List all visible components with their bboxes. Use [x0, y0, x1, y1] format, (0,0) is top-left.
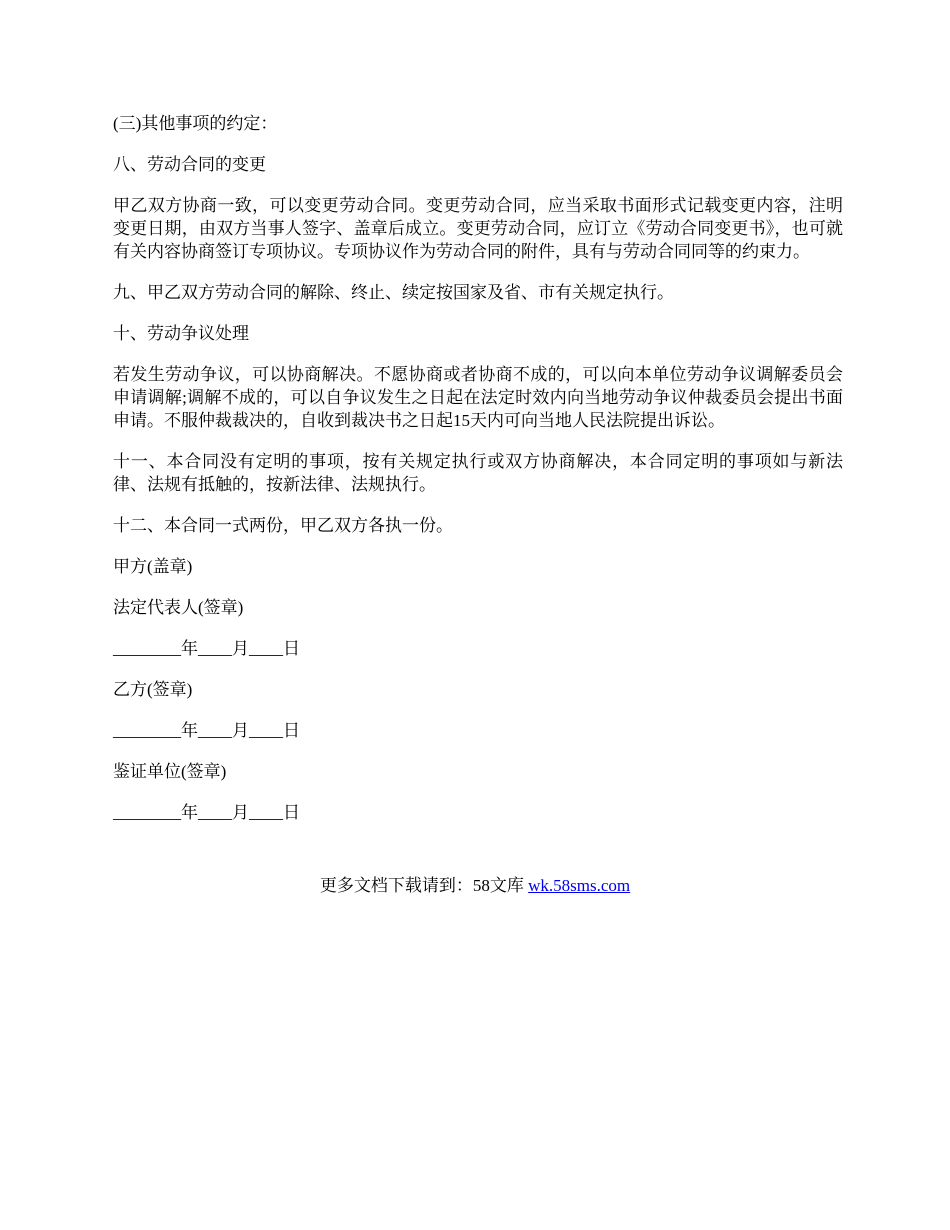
section-10-heading: 十、劳动争议处理: [113, 324, 249, 343]
section-12-text: 十二、本合同一式两份，甲乙双方各执一份。: [113, 516, 453, 535]
document-body: [113, 112, 843, 842]
party-a-date-line: ________年____月____日: [113, 639, 300, 658]
other-matters-heading: (三)其他事项的约定：: [113, 114, 278, 133]
footer-link[interactable]: wk.58sms.com: [528, 876, 631, 895]
section-8-body: 甲乙双方协商一致，可以变更劳动合同。变更劳动合同，应当采取书面形式记载变更内容，注明变更日期，由双方当事人签字、盖章后成立。变更劳动合同，应订立《劳动合同变更书》，也可就有关内容协商签订专项协议。专项协议作为劳动合同的附件，具有与劳动合同同等的约束力。: [113, 196, 843, 261]
verification-date-line: ________年____月____日: [113, 803, 300, 822]
section-10-body: 若发生劳动争议，可以协商解决。不愿协商或者协商不成的，可以向本单位劳动争议调解委员会申请调解;调解不成的，可以自争议发生之日起在法定时效内向当地劳动争议仲裁委员会提出书面申请。不服仲裁裁决的，自收到裁决书之日起15天内可向当地人民法院提出诉讼。: [113, 365, 843, 430]
section-9-text: 九、甲乙双方劳动合同的解除、终止、续定按国家及省、市有关规定执行。: [113, 283, 674, 302]
verification-unit-label: 鉴证单位(签章): [113, 762, 227, 781]
party-a-seal-label: 甲方(盖章): [113, 557, 193, 576]
download-footer: [0, 874, 950, 897]
section-8-heading: 八、劳动合同的变更: [113, 155, 266, 174]
section-11-text: 十一、本合同没有定明的事项，按有关规定执行或双方协商解决，本合同定明的事项如与新法律、法规有抵触的，按新法律、法规执行。: [113, 452, 843, 494]
legal-representative-label: 法定代表人(签章): [113, 598, 244, 617]
party-b-seal-label: 乙方(签章): [113, 680, 193, 699]
footer-prefix: 更多文档下载请到：58文库: [319, 876, 529, 895]
party-b-date-line: ________年____月____日: [113, 721, 300, 740]
